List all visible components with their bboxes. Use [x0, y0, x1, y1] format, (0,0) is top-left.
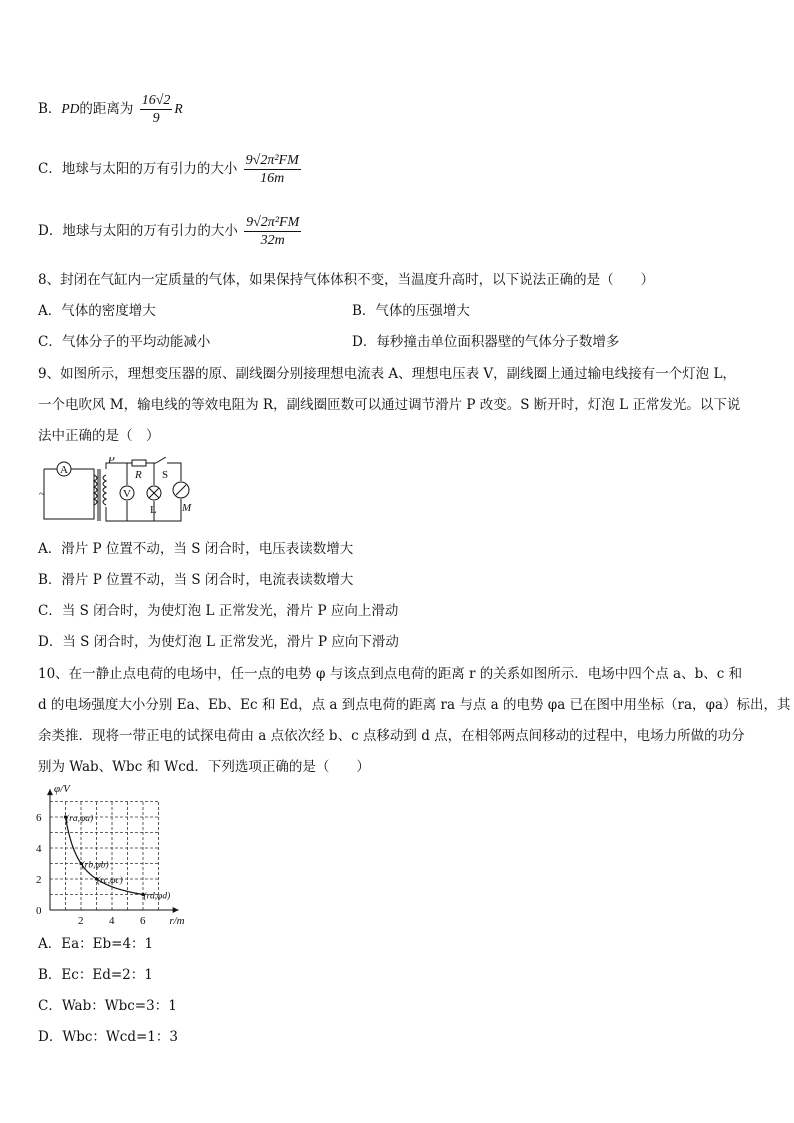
q10-option-a: A．Ea：Eb=4：1 — [38, 936, 154, 952]
q8-option-a: A．气体的密度增大 — [38, 303, 156, 319]
x-axis-label: r/m — [169, 915, 185, 927]
q9-circuit-diagram — [38, 457, 203, 525]
y-axis-label: φ/V — [54, 784, 70, 796]
q9-option-c: C．当 S 闭合时，为使灯泡 L 正常发光，滑片 P 应向上滑动 — [38, 603, 399, 619]
q10-option-b: B．Ec：Ed=2：1 — [38, 967, 153, 983]
point-label: (rd,φd) — [143, 891, 171, 902]
point-label: (rb,φb) — [81, 860, 109, 871]
q9-stem-line3: 法中正确的是（ ） — [38, 428, 160, 444]
y-axis-arrow — [47, 789, 53, 795]
phi-r-chart — [30, 784, 200, 930]
motor-label: M — [182, 502, 192, 514]
switch-label: S — [162, 469, 169, 481]
q10-option-d: D．Wbc：Wcd=1：3 — [38, 1029, 178, 1045]
q8-option-c: C．气体分子的平均动能减小 — [38, 334, 211, 350]
q7-option-b: B．PD的距离为 $\frac{16√2}{9}$ R — [38, 93, 183, 126]
q8-option-d: D．每秒撞击单位面积器壁的气体分子数增多 — [352, 334, 620, 350]
lamp-label: L — [150, 504, 157, 516]
x-tick-label: 2 — [78, 915, 84, 927]
x-tick-label: 6 — [140, 915, 146, 927]
fraction: $\frac{\text{9√2π²FM}}{32m}$ — [246, 215, 300, 248]
y-tick-label: 2 — [36, 874, 42, 886]
q7-option-d: D．地球与太阳的万有引力的大小 $\frac{\text{9√2π²FM}}{32m}$ — [38, 215, 300, 248]
switch-icon — [156, 457, 166, 463]
y-tick-label: 0 — [36, 905, 42, 917]
q8-stem: 8、封闭在气缸内一定质量的气体，如果保持气体体积不变，当温度升高时，以下说法正确的是（ ） — [38, 272, 655, 288]
q10-stem-line3: 余类推．现将一带正电的试探电荷由 a 点依次经 b、c 点移动到 d 点，在相邻两点间移动的过程中，电场力所做的功分 — [38, 728, 745, 744]
x-tick-label: 4 — [109, 915, 115, 927]
voltmeter-label: V — [123, 488, 131, 500]
q9-option-b: B．滑片 P 位置不动，当 S 闭合时，电流表读数增大 — [38, 572, 354, 588]
ammeter-label: A — [60, 464, 68, 476]
ac-source-label: ~ — [39, 488, 45, 500]
q8-option-b: B．气体的压强增大 — [352, 303, 470, 319]
y-tick-label: 6 — [36, 812, 42, 824]
slider-label: P — [108, 457, 115, 466]
fraction: $\frac{\text{9√2π²FM}}{16m}$ — [245, 153, 299, 186]
q9-stem-line2: 一个电吹风 M，输电线的等效电阻为 R，副线圈匝数可以通过调节滑片 P 改变。S 断开时，灯泡 L 正常发光。以下说 — [38, 397, 741, 413]
resistor-icon — [132, 460, 146, 466]
fraction: $\frac{16√2}{9}$ — [141, 93, 171, 126]
q8-options-cd — [38, 332, 764, 352]
resistor-label: R — [135, 469, 142, 481]
q10-stem-line1: 10、在一静止点电荷的电场中，任一点的电势 φ 与该点到点电荷的距离 r 的关系如图所示．电场中四个点 a、b、c 和 — [38, 666, 743, 682]
q10-stem-line4: 别为 Wab、Wbc 和 Wcd．下列选项正确的是（ ） — [38, 759, 370, 775]
point-label: (ra,φa) — [66, 814, 94, 824]
point-label: (rc,φc) — [97, 876, 123, 886]
q10-option-c: C．Wab：Wbc=3：1 — [38, 998, 177, 1014]
y-tick-label: 4 — [36, 843, 42, 855]
x-axis-arrow — [173, 907, 179, 913]
q8-options-ab — [38, 301, 764, 321]
q7-option-c: C．地球与太阳的万有引力的大小 $\frac{\text{9√2π²FM}}{16m}$ — [38, 153, 299, 186]
q9-option-a: A．滑片 P 位置不动，当 S 闭合时，电压表读数增大 — [38, 541, 354, 557]
q9-stem-line1: 9、如图所示，理想变压器的原、副线圈分别接理想电流表 A、理想电压表 V，副线圈上通过输电线接有一个灯泡 L， — [38, 366, 736, 382]
q9-option-d: D．当 S 闭合时，为使灯泡 L 正常发光，滑片 P 应向下滑动 — [38, 634, 399, 650]
q10-stem-line2: d 的电场强度大小分别 Ea、Eb、Ec 和 Ed，点 a 到点电荷的距离 ra 与点 a 的电势 φa 已在图中用坐标（ra，φa）标出，其 — [38, 697, 791, 713]
